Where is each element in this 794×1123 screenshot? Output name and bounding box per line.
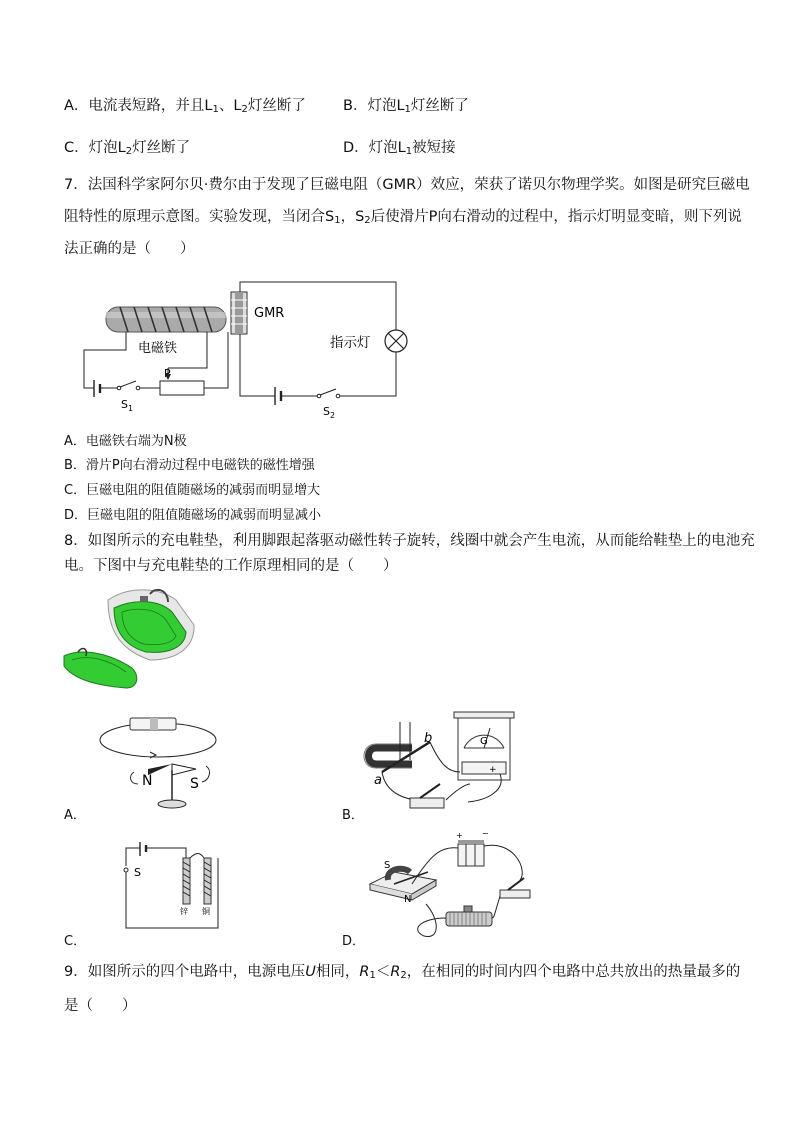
q7-option-c: C．巨磁电阻的阻值随磁场的减弱而明显增大 <box>64 483 321 498</box>
q8-option-b-label: B． <box>342 808 364 823</box>
q8-option-c-label: C． <box>64 934 87 949</box>
needle-s-label: S <box>190 776 199 792</box>
slider-p-label: P <box>164 367 171 380</box>
rheostat-icon <box>446 906 492 926</box>
electromagnet-label: 电磁铁 <box>138 341 178 356</box>
q7-option-a: A．电磁铁右端为N极 <box>64 434 187 449</box>
q8-stem-line1: 8．如图所示的充电鞋垫，利用脚跟起落驱动磁性转子旋转，线圈中就会产生电流，从而能给鞋垫上的电池充 <box>64 533 755 549</box>
zinc-label: 锌 <box>180 907 188 916</box>
gmr-label: GMR <box>254 306 285 321</box>
q7-option-d: D．巨磁电阻的阻值随磁场的减弱而明显减小 <box>64 508 322 523</box>
battery-box-icon <box>456 829 489 866</box>
q8-option-d-label: D． <box>342 934 366 949</box>
q8-option-a-label: A． <box>64 808 86 823</box>
pole-s-label: S <box>384 860 391 871</box>
knife-switch-icon <box>500 878 530 898</box>
lamp-label: 指示灯 <box>330 335 371 351</box>
svg-text:−: − <box>482 829 489 838</box>
switch-s-label: S <box>134 866 141 879</box>
magnet-on-base-icon <box>370 869 436 900</box>
q6-option-d: D．灯泡$L_1$被短接 <box>343 140 456 157</box>
svg-text:+: + <box>456 831 463 840</box>
q7-stem-line2: 阻特性的原理示意图。实验发现，当闭合$S_1$，$S_2$后使滑片P向右滑动的过程中，指示灯明显变暗，则下列说 <box>64 209 742 226</box>
q7-stem-line1: 7．法国科学家阿尔贝·费尔由于发现了巨磁电阻（GMR）效应，荣获了诺贝尔物理学奖。如图是研究巨磁电 <box>64 177 750 193</box>
q7-stem-line3: 法正确的是（ ） <box>64 241 195 257</box>
q7-option-b: B．滑片P向右滑动过程中电磁铁的磁性增强 <box>64 458 315 473</box>
rod-b-label: b <box>424 731 433 746</box>
svg-text:+: + <box>489 765 497 775</box>
pole-n-label: N <box>404 894 412 905</box>
switch-s2-label: $S_2$ <box>323 405 336 420</box>
q6-option-a: A．电流表短路，并且$L_1$、$L_2$灯丝断了 <box>64 98 306 115</box>
galvanometer-g-label: G <box>480 736 488 747</box>
q9-stem-line2: 是（ ） <box>64 998 137 1014</box>
q6-option-b: B．灯泡$L_1$灯丝断了 <box>343 98 469 115</box>
q9-stem-line1: 9．如图所示的四个电路中，电源电压U相同，$R_1<R_2$，在相同的时间内四个电路中总共放出的热量最多的 <box>64 964 741 981</box>
q8-stem-line2: 电。下图中与充电鞋垫的工作原理相同的是（ ） <box>64 558 398 574</box>
copper-label: 铜 <box>202 907 210 916</box>
switch-s1-label: $S_1$ <box>121 398 134 413</box>
needle-n-label: N <box>142 773 153 789</box>
q6-option-c: C．灯泡$L_2$灯丝断了 <box>64 140 191 157</box>
rod-a-label: a <box>374 773 382 788</box>
